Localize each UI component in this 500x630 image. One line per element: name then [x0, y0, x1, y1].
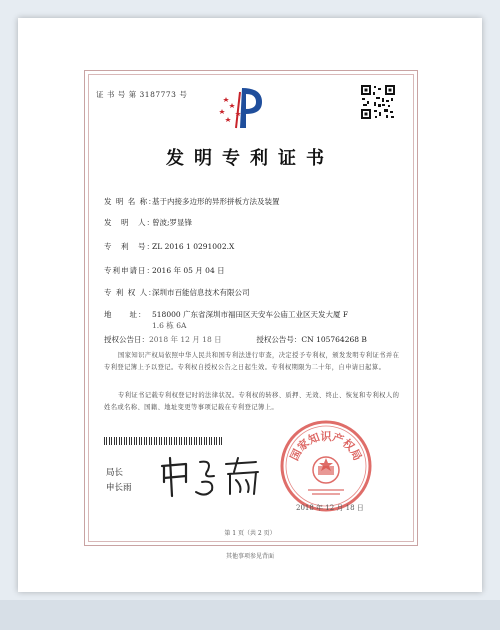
row-label: 发 明 名 称： [104, 197, 157, 206]
row-value: 深圳市百能信息技术有限公司 [152, 288, 250, 297]
row-inventors [104, 217, 192, 228]
barcode [104, 437, 224, 445]
grant-number-label: 授权公告号： [256, 335, 302, 344]
row-value: 基于内接多边形的异形拼板方法及装置 [152, 197, 280, 206]
legal-paragraph-2: 专利证书记载专利权登记时的法律状况。专利权的转移、质押、无效、终止、恢复和专利权人的姓名或名称、国籍、地址变更等事项记载在专利登记簿上。 [104, 392, 400, 411]
row-filing-date [104, 265, 225, 276]
row-value: 518000 广东省深圳市福田区天安车公庙工业区天发大厦 F [152, 310, 349, 319]
row-grant-info [104, 334, 367, 345]
signatory-name: 申长雨 [106, 483, 132, 493]
address-line-2: 1.6 栋 6A [152, 321, 187, 330]
legal-paragraph-1: 国家知识产权局依照中华人民共和国专利法进行审查，决定授予专利权，颁发发明专利证书并在专利登记簿上予以登记。专利权自授权公告之日起生效。专利权期限为二十年，自申请日起算。 [104, 352, 400, 371]
certificate-title: 发明专利证书 [166, 148, 334, 169]
row-invention-name [104, 196, 280, 207]
bottom-band [0, 600, 500, 630]
row-address [104, 309, 348, 320]
page-number: 第 1 页（共 2 页） [224, 530, 276, 537]
certificate-number: 证 书 号 第 3187773 号 [96, 90, 188, 99]
row-patent-number [104, 241, 234, 252]
cnipa-logo-icon [214, 82, 274, 132]
row-label: 专 利 权 人： [104, 288, 157, 297]
official-seal-icon [278, 418, 374, 514]
seal-text: 国家知识产权局 [287, 430, 365, 463]
grant-number: CN 105764268 B [301, 335, 367, 344]
row-value: 曾波;罗显锋 [152, 218, 193, 227]
qr-code-icon [360, 84, 396, 120]
row-label: 发 明 人： [104, 218, 155, 227]
grant-date-label: 授权公告日： [104, 335, 149, 344]
row-patentee [104, 287, 250, 298]
grant-date: 2018 年 12 月 18 日 [149, 335, 222, 344]
row-label: 地 址： [104, 310, 147, 319]
seal-date: 2018 年 12 月 18 日 [296, 504, 364, 512]
row-label: 专利申请日： [104, 266, 155, 275]
signatory-title: 局长 [106, 468, 124, 478]
signature-icon [156, 452, 266, 502]
footnote: 其他事项参见背面 [225, 553, 274, 560]
row-value: 2016 年 05 月 04 日 [152, 266, 225, 275]
row-label: 专 利 号： [104, 242, 155, 251]
row-value: ZL 2016 1 0291002.X [152, 242, 235, 251]
